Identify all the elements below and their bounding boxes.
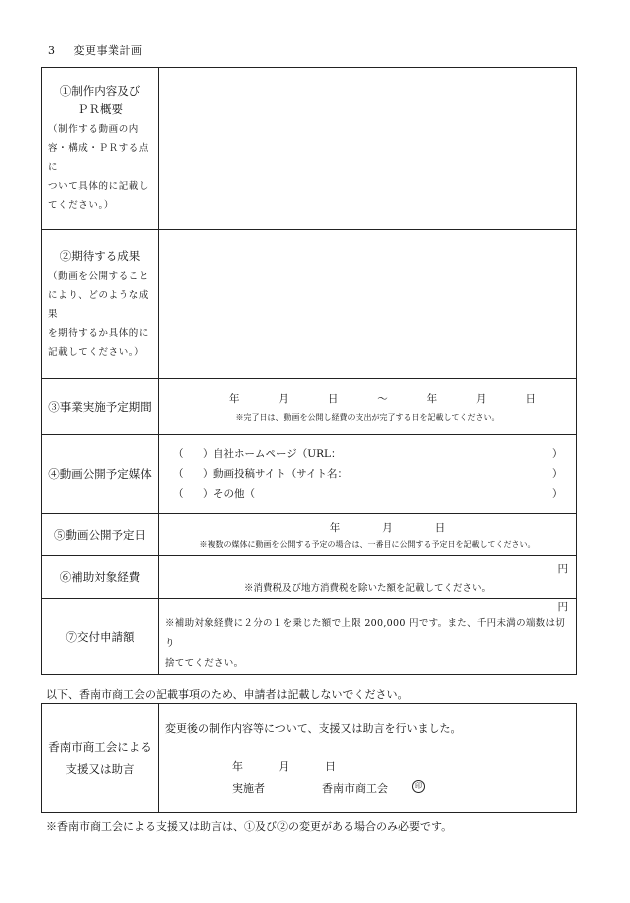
expense-field[interactable] [159, 556, 577, 599]
grant-field[interactable] [159, 599, 577, 675]
plan-table [41, 67, 577, 675]
label-period-main: ③事業実施予定期間 [48, 399, 152, 414]
content-input-area[interactable] [159, 68, 577, 230]
date-part: 日 [327, 392, 339, 405]
media-option-label: 自社ホームページ（URL： [213, 448, 342, 460]
date-part: 月 [382, 521, 393, 534]
checkbox-open: （ [173, 448, 184, 460]
section-title-text: 変更事業計画 [73, 44, 143, 57]
seal-icon: 印 [412, 780, 425, 793]
media-field [159, 435, 577, 514]
note-line: 記載してください。） [48, 346, 145, 358]
label-office [42, 704, 159, 813]
note-line: を期待するか具体的に [48, 327, 150, 339]
note-line: （制作する動画の内 [48, 124, 139, 135]
date-part: 月 [476, 392, 487, 405]
row-content [42, 68, 577, 230]
label-content [42, 68, 159, 230]
expense-note: ※消費税及び地方消費税を除いた額を記載してください。 [243, 582, 491, 594]
date-part: 日 [434, 521, 446, 534]
release-date-line [159, 520, 576, 535]
label-results-main: ②期待する成果 [59, 248, 141, 263]
office-table [41, 703, 577, 813]
row-grant [42, 599, 577, 675]
paren-end: ） [552, 488, 563, 500]
row-release [42, 514, 577, 556]
date-part: 月 [278, 760, 290, 773]
footer-note: ※香南市商工会による支援又は助言は、①及び②の変更がある場合のみ必要です。 [46, 820, 453, 833]
expense-unit: 円 [557, 562, 568, 575]
row-media [42, 435, 577, 514]
row-office [42, 704, 577, 813]
checkbox-close: ） [203, 448, 214, 460]
office-sign-line [159, 780, 576, 796]
media-option-label: その他（ [213, 488, 255, 500]
label-media [42, 435, 159, 514]
checkbox-close: ） [203, 488, 214, 500]
note-line: 容・構成・ＰＲする点に [48, 143, 150, 173]
row-expense [42, 556, 577, 599]
label-release [42, 514, 159, 556]
section-number: 3 [48, 44, 56, 57]
date-part: 年 [426, 392, 438, 405]
media-option-video-site[interactable] [159, 464, 576, 484]
office-text: 変更後の制作内容等について、支援又は助言を行いました。 [165, 722, 462, 735]
checkbox-close: ） [203, 468, 214, 480]
note-line: てください。） [48, 200, 114, 211]
office-instruction: 以下、香南市商工会の記載事項のため、申請者は記載しないでください。 [46, 688, 409, 701]
paren-end: ） [552, 468, 563, 480]
results-input-area[interactable] [159, 230, 577, 379]
media-option-website[interactable] [159, 444, 576, 464]
grant-note-line2: 捨ててください。 [165, 658, 244, 669]
date-part: 年 [329, 521, 341, 534]
date-part: 日 [325, 760, 336, 773]
date-separator: ～ [377, 392, 388, 405]
label-media-main: ④動画公開予定媒体 [48, 467, 152, 481]
implementer-label: 実施者 [232, 782, 265, 795]
label-office-line1: 香南市商工会による [48, 740, 152, 754]
label-expense-main: ⑥補助対象経費 [59, 570, 141, 584]
checkbox-open: （ [173, 488, 184, 500]
media-option-label: 動画投稿サイト（サイト名： [213, 468, 349, 480]
label-results [42, 230, 159, 379]
date-part: 日 [525, 392, 536, 405]
label-content-main2: ＰＲ概要 [77, 102, 123, 116]
release-field[interactable] [159, 514, 577, 556]
label-grant-main: ⑦交付申請額 [65, 629, 135, 644]
date-part: 年 [232, 760, 243, 773]
period-field[interactable] [159, 379, 577, 435]
grant-note-line1: ※補助対象経費に２分の１を乗じた額で上限 200,000 円です。また、千円未満の端数は切り [165, 618, 566, 649]
release-note: ※複数の媒体に動画を公開する予定の場合は、一番目に公開する予定日を記載してください。 [199, 539, 536, 549]
row-results [42, 230, 577, 379]
row-period [42, 379, 577, 435]
period-date-line [159, 391, 576, 406]
office-org: 香南市商工会 [322, 782, 388, 795]
label-period [42, 379, 159, 435]
label-grant [42, 599, 159, 675]
office-date-line [159, 758, 576, 774]
label-release-main: ⑤動画公開予定日 [54, 527, 146, 542]
media-option-other[interactable] [159, 484, 576, 504]
paren-end: ） [552, 448, 563, 460]
date-part: 年 [229, 392, 240, 405]
note-line: ついて具体的に記載し [48, 181, 150, 192]
label-content-main: ①制作内容及び [59, 84, 141, 98]
section-title [48, 42, 143, 58]
note-line: により、どのような成果 [48, 289, 150, 320]
period-note: ※完了日は、動画を公開し経費の支出が完了する日を記載してください。 [235, 412, 500, 422]
office-field [159, 704, 577, 813]
date-part: 月 [278, 392, 289, 405]
label-office-line2: 支援又は助言 [65, 762, 135, 776]
grant-unit: 円 [557, 601, 568, 613]
checkbox-open: （ [173, 468, 184, 480]
label-expense [42, 556, 159, 599]
note-line: （動画を公開すること [48, 270, 150, 282]
